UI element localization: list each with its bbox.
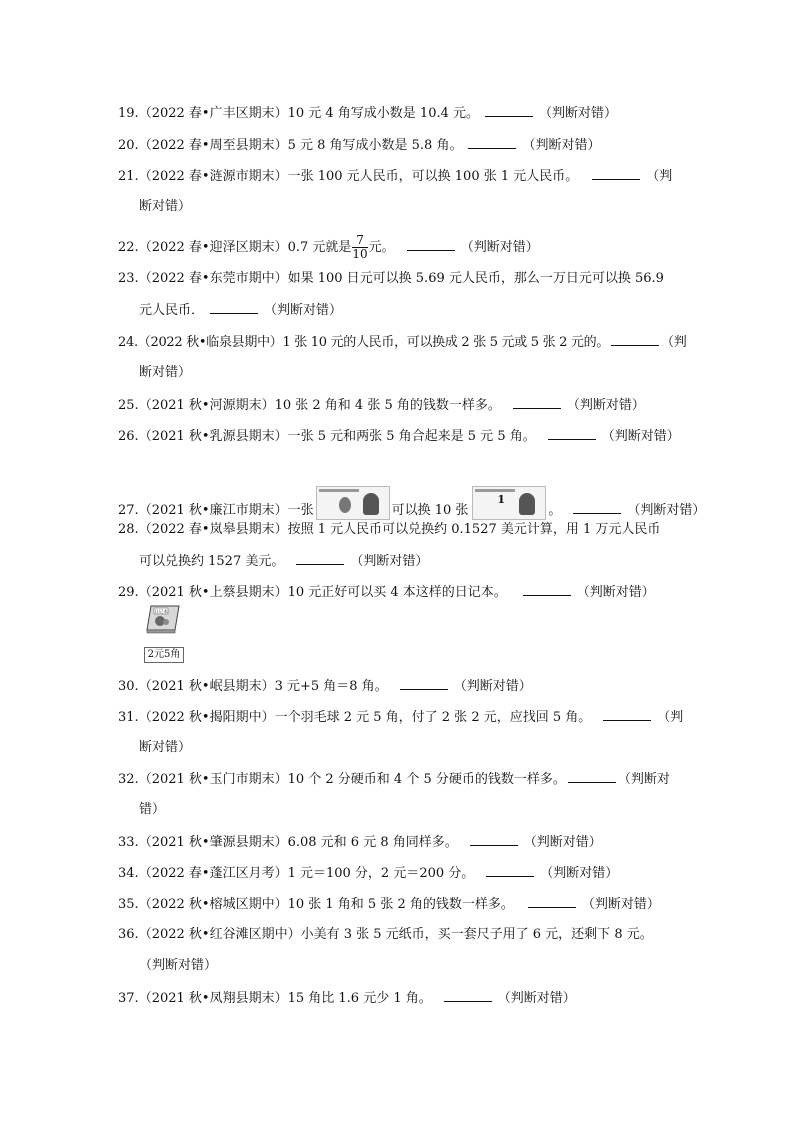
question-number: 26. [118,429,139,444]
question-source: （2022 春•广丰区期末） [138,106,288,121]
question-number: 35. [118,897,139,912]
question-source: （2021 秋•岷县期末） [138,679,275,694]
question-number: 32. [118,772,139,787]
question-instruction: 断对错） [139,199,192,214]
question-text: 1 元＝100 分，2 元＝200 分。 [287,866,475,881]
answer-blank[interactable] [513,396,561,409]
question-source: （2022 春•东莞市期中） [138,271,288,286]
question-source: （2021 秋•乳源县期末） [138,429,288,444]
question-number: 25. [118,398,139,413]
question-text: 一张 5 元和两张 5 角合起来是 5 元 5 角。 [287,429,536,444]
question-source: （2021 秋•廉江市期末） [138,503,288,518]
question-text: 元人民币． [139,303,205,318]
question-number: 37. [118,991,139,1006]
answer-blank[interactable] [407,238,455,251]
diary-book-image [145,604,181,634]
question-text: 10 张 2 角和 4 张 5 角的钱数一样多。 [274,398,501,413]
question-instruction: （判断对错） [523,835,602,850]
banknote-10-yuan-image [316,486,390,520]
question-text: 。 [548,503,562,518]
question-text: 元。 [368,240,395,255]
question-text: 一张 100 元人民币，可以换 100 张 1 元人民币。 [287,169,579,184]
question-text: 0.7 元就是 [287,240,352,255]
question-text: 1 张 10 元的人民币，可以换成 2 张 5 元或 5 张 2 元的。 [282,335,610,350]
question-instruction: （判 [657,710,684,725]
answer-blank[interactable] [486,864,534,877]
question-instruction: （判 [661,335,687,350]
question-instruction: （判断对错） [522,138,601,153]
book-title: 日记本 [154,610,168,615]
question-source: （2021 秋•玉门市期末） [138,772,288,787]
question-source: （2021 秋•河源期末） [138,398,275,413]
question-instruction: （判断对错） [601,429,680,444]
question-instruction: （判断对错） [576,585,655,600]
question-instruction: （判断对错） [539,106,618,121]
question-36-continued [139,957,699,975]
question-text: 一个羽毛球 2 元 5 角，付了 2 张 2 元，应找回 5 角。 [274,710,592,725]
question-number: 27. [118,503,139,518]
question-25 [118,396,678,415]
question-text: 10 元 4 角写成小数是 10.4 元。 [287,106,479,121]
question-24 [118,333,687,352]
question-number: 19. [118,106,139,121]
question-text: 小美有 3 张 5 元纸币，买一套尺子用了 6 元，还剩下 8 元。 [300,927,653,942]
question-number: 21. [118,169,139,184]
question-22 [118,234,678,261]
question-source: （2022 秋•临泉县期中） [137,335,283,350]
question-number: 34. [118,866,139,881]
question-27 [118,486,706,520]
answer-blank[interactable] [573,501,621,514]
answer-blank[interactable] [528,895,576,908]
question-number: 28. [118,522,139,537]
question-30 [118,677,678,696]
question-33 [118,833,678,852]
answer-blank[interactable] [548,427,596,440]
answer-blank[interactable] [603,708,651,721]
fraction-numerator: 7 [352,234,367,248]
question-36 [118,926,678,944]
question-35 [118,895,678,914]
question-text: 10 元正好可以买 4 本这样的日记本。 [287,585,507,600]
question-instruction: （判断对错） [453,679,532,694]
answer-blank[interactable] [611,333,659,346]
question-text: 3 元+5 角＝8 角。 [274,679,388,694]
question-number: 29. [118,585,139,600]
question-23-continued [139,301,699,320]
question-number: 23. [118,271,139,286]
answer-blank[interactable] [485,104,533,117]
question-28-continued [139,552,699,571]
question-34 [118,864,678,883]
question-29 [118,583,678,602]
question-text: 10 张 1 角和 5 张 2 角的钱数一样多。 [287,897,514,912]
question-31 [118,708,684,727]
question-instruction: （判断对错） [460,240,539,255]
question-text: 一张 [287,503,314,518]
question-source: （2022 春•蓬江区月考） [138,866,288,881]
question-number: 24. [118,335,138,350]
question-text: 5 元 8 角写成小数是 5.8 角。 [287,138,463,153]
question-instruction: （判断对错） [581,897,660,912]
question-instruction: （判断对错） [264,303,343,318]
question-text: 可以换 10 张 [391,503,469,518]
question-source: （2021 秋•凤翔县期末） [138,991,288,1006]
question-number: 31. [118,710,139,725]
answer-blank[interactable] [592,167,640,180]
question-number: 30. [118,679,139,694]
answer-blank[interactable] [400,677,448,690]
question-26 [118,427,678,446]
question-number: 22. [118,240,139,255]
question-instruction: （判断对 [617,772,670,787]
answer-blank[interactable] [523,583,571,596]
question-source: （2022 秋•榕城区期中） [138,897,288,912]
banknote-1-yuan-image: 1 [472,486,546,520]
question-21-continued [139,198,699,216]
question-31-continued [139,739,699,757]
answer-blank[interactable] [568,770,616,783]
answer-blank[interactable] [296,552,344,565]
answer-blank[interactable] [470,833,518,846]
price-tag: 2元5角 [144,647,184,663]
answer-blank[interactable] [210,301,258,314]
answer-blank[interactable] [444,989,492,1002]
question-instruction: 错） [139,802,166,817]
question-24-continued [139,364,699,382]
question-20 [118,136,678,155]
question-19 [118,104,678,123]
question-source: （2021 秋•上蔡县期末） [138,585,288,600]
question-number: 36. [118,927,139,942]
question-instruction: （判断对错） [627,503,706,518]
question-instruction: 断对错） [139,365,192,380]
question-source: （2022 秋•红谷滩区期中） [138,927,301,942]
question-text: 如果 100 日元可以换 5.69 元人民币，那么一万日元可以换 56.9 [287,271,664,286]
question-instruction: 断对错） [139,740,192,755]
question-source: （2022 春•周至县期末） [138,138,288,153]
question-source: （2022 春•涟源市期末） [138,169,288,184]
fraction-denominator: 10 [352,247,368,261]
question-instruction: （判断对错） [350,554,429,569]
question-text: 15 角比 1.6 元少 1 角。 [287,991,432,1006]
question-source: （2022 秋•揭阳期中） [138,710,275,725]
question-37 [118,989,678,1008]
question-instruction: （判 [646,169,673,184]
question-23 [118,270,678,288]
question-source: （2022 春•迎泽区期末） [138,240,288,255]
question-instruction: （判断对错） [139,958,218,973]
question-32 [118,770,678,789]
answer-blank[interactable] [468,136,516,149]
question-text: 按照 1 元人民币可以兑换约 0.1527 美元计算，用 1 万元人民币 [287,522,661,537]
question-28 [118,521,678,539]
question-number: 20. [118,138,139,153]
question-32-continued [139,801,699,819]
question-instruction: （判断对错） [566,398,645,413]
question-source: （2021 秋•肇源县期末） [138,835,288,850]
question-number: 33. [118,835,139,850]
question-text: 10 个 2 分硬币和 4 个 5 分硬币的钱数一样多。 [287,772,566,787]
question-instruction: （判断对错） [540,866,619,881]
fraction [352,234,367,261]
question-21 [118,167,678,186]
question-source: （2022 春•岚皋县期末） [138,522,288,537]
question-instruction: （判断对错） [497,991,576,1006]
question-text: 6.08 元和 6 元 8 角同样多。 [287,835,458,850]
question-text: 可以兑换约 1527 美元。 [139,554,285,569]
